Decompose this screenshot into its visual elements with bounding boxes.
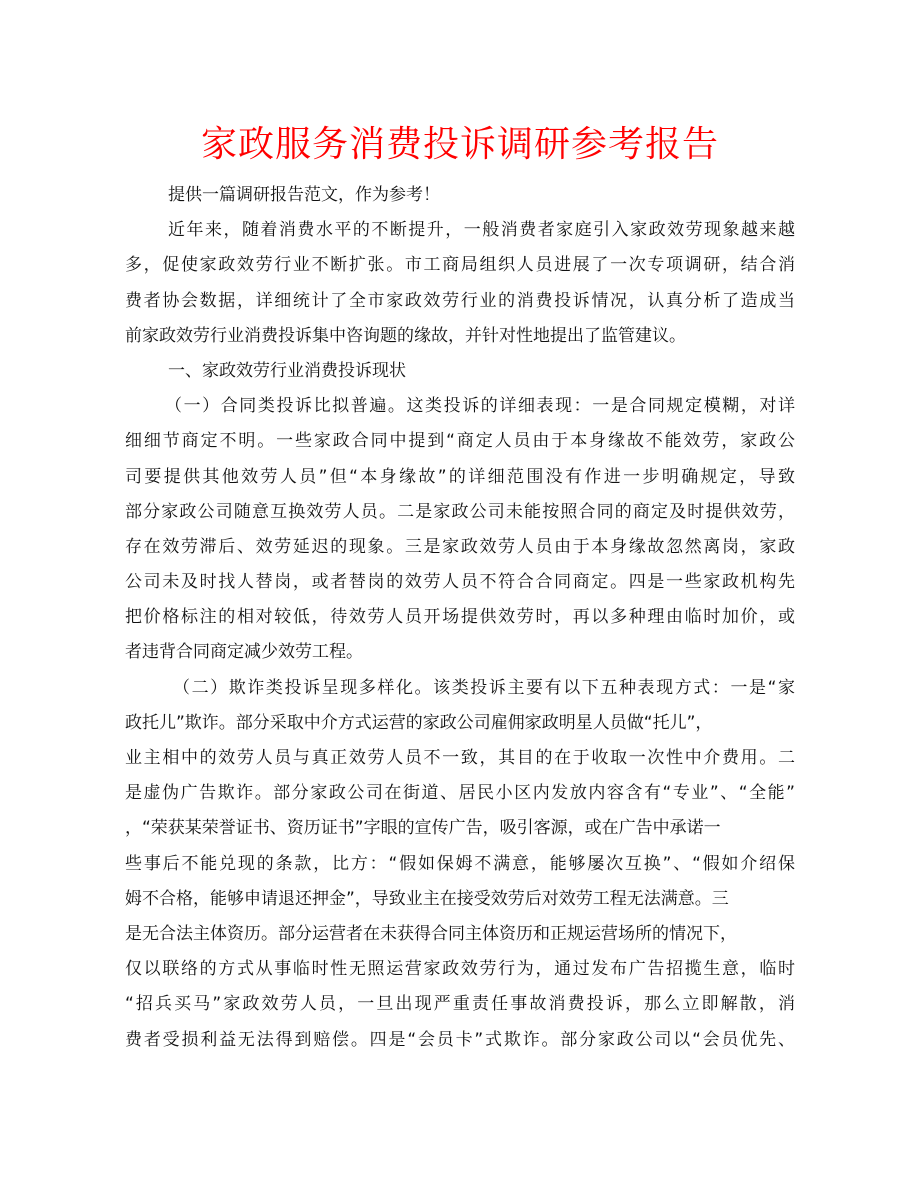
paragraph-line: 费者协会数据，详细统计了全市家政效劳行业的消费投诉情况，认真分析了造成当 <box>125 290 795 311</box>
paragraph-line: 些事后不能兑现的条款，比方：“假如保姆不满意，能够屡次互换”、“假如介绍保 <box>125 853 795 874</box>
paragraph-line: 存在效劳滞后、效劳延迟的现象。三是家政效劳人员由于本身缘故忽然离岗，家政 <box>125 536 795 557</box>
paragraph-line: （二）欺诈类投诉呈现多样化。该类投诉主要有以下五种表现方式：一是“家 <box>173 677 795 698</box>
paragraph-line: 政托儿”欺诈。部分采取中介方式运营的家政公司雇佣家政明星人员做“托儿”， <box>125 712 713 733</box>
paragraph-line: （一）合同类投诉比拟普遍。这类投诉的详细表现：一是合同规定模糊，对详 <box>165 396 795 417</box>
paragraph-line: 细细节商定不明。一些家政合同中提到“商定人员由于本身缘故不能效劳，家政公 <box>125 431 795 452</box>
paragraph-line: 把价格标注的相对较低，待效劳人员开场提供效劳时，再以多种理由临时加价，或 <box>125 607 795 628</box>
document-title: 家政服务消费投诉调研参考报告 <box>200 124 719 165</box>
paragraph-line: 是虚伪广告欺诈。部分家政公司在街道、居民小区内发放内容含有“专业”、“全能” <box>125 783 795 804</box>
paragraph-line: 司要提供其他效劳人员”但“本身缘故”的详细范围没有作进一步明确规定，导致 <box>125 466 795 487</box>
paragraph-line: 仅以联络的方式从事临时性无照运营家政效劳行为，通过发布广告招揽生意，临时 <box>125 959 795 980</box>
paragraph-line: 是无合法主体资历。部分运营者在未获得合同主体资历和正规运营场所的情况下， <box>125 923 737 944</box>
paragraph-line: 部分家政公司随意互换效劳人员。二是家政公司未能按照合同的商定及时提供效劳， <box>125 501 795 522</box>
document-body <box>125 178 795 1058</box>
paragraph-line: 业主相中的效劳人员与真正效劳人员不一致，其目的在于收取一次性中介费用。二 <box>125 748 795 768</box>
section-heading: 一、家政效劳行业消费投诉现状 <box>168 360 406 381</box>
paragraph-line: 公司未及时找人替岗，或者替岗的效劳人员不符合合同商定。四是一些家政机构先 <box>125 572 795 593</box>
paragraph-line: 者违背合同商定减少效劳工程。 <box>125 642 363 663</box>
paragraph-line: ，“荣获某荣誉证书、资历证书”字眼的宣传广告，吸引客源，或在广告中承诺一 <box>125 818 721 839</box>
paragraph-line: 姆不合格，能够申请退还押金”，导致业主在接受效劳后对效劳工程无法满意。三 <box>125 888 729 909</box>
paragraph-line: “招兵买马”家政效劳人员，一旦出现严重责任事故消费投诉，那么立即解散，消 <box>125 994 795 1015</box>
paragraph-line: 前家政效劳行业消费投诉集中咨询题的缘故，并针对性地提出了监管建议。 <box>125 325 686 346</box>
paragraph-line: 近年来，随着消费水平的不断提升，一般消费者家庭引入家政效劳现象越来越 <box>168 220 795 241</box>
paragraph-line: 多，促使家政效劳行业不断扩张。市工商局组织人员进展了一次专项调研，结合消 <box>125 255 795 276</box>
paragraph-line: 提供一篇调研报告范文，作为参考！ <box>168 185 440 205</box>
paragraph-line: 费者受损利益无法得到赔偿。四是“会员卡”式欺诈。部分家政公司以“会员优先、 <box>125 1029 795 1050</box>
